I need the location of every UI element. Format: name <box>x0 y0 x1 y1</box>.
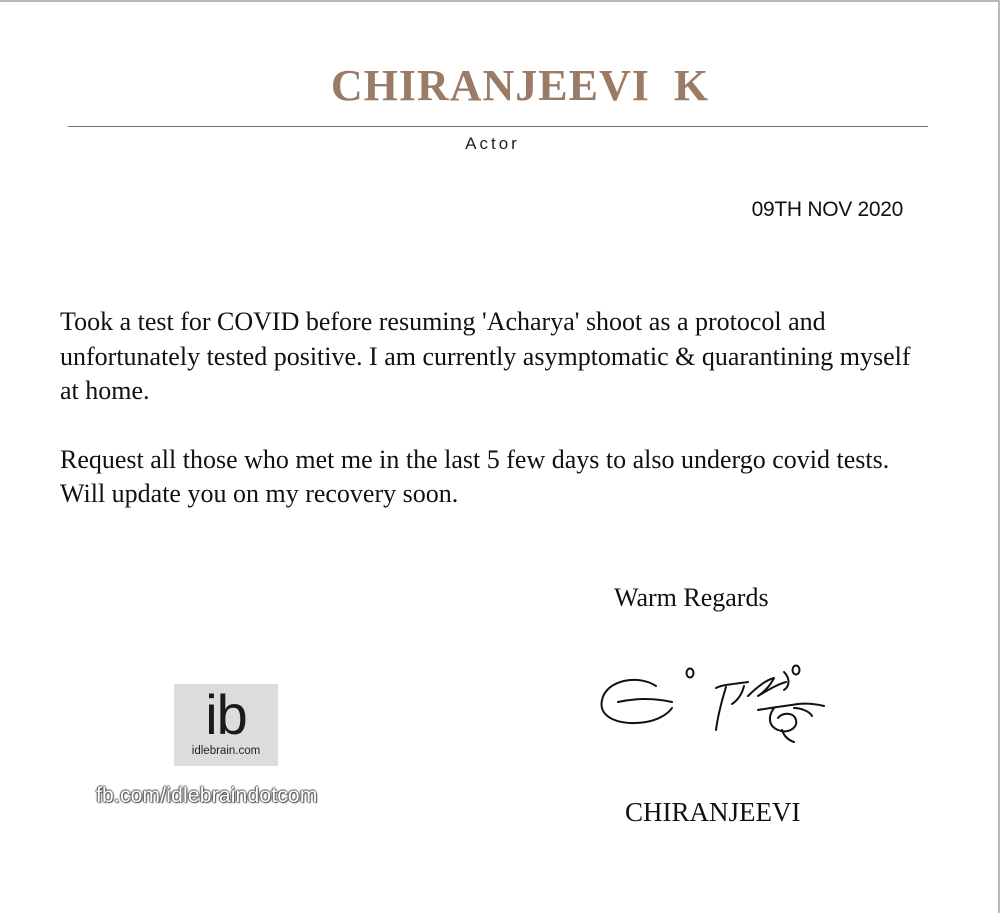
letterhead-designation: Actor <box>465 134 520 153</box>
idlebrain-logo-mark: ib <box>205 683 247 746</box>
letterhead-name: CHIRANJEEVI K <box>330 61 710 110</box>
letterhead-rule <box>68 126 928 127</box>
signatory-name: CHIRANJEEVI <box>625 797 801 827</box>
idlebrain-logo <box>174 684 278 766</box>
handwritten-signature <box>598 660 833 760</box>
letter-date: 09TH NOV 2020 <box>751 198 903 221</box>
body-paragraph: Request all those who met me in the last 5 few days to also undergo covid tests. Will update you on my recovery soon. <box>60 444 890 508</box>
closing-salutation: Warm Regards <box>614 583 769 612</box>
facebook-watermark: fb.com/idlebraindotcom <box>96 784 318 807</box>
idlebrain-logo-site: idlebrain.com <box>191 745 261 757</box>
body-paragraph: Took a test for COVID before resuming 'Acharya' shoot as a protocol and unfortunately tested positive. I am currently asymptomatic & quarantining myself at home. <box>60 307 911 405</box>
letter-body <box>60 305 930 546</box>
